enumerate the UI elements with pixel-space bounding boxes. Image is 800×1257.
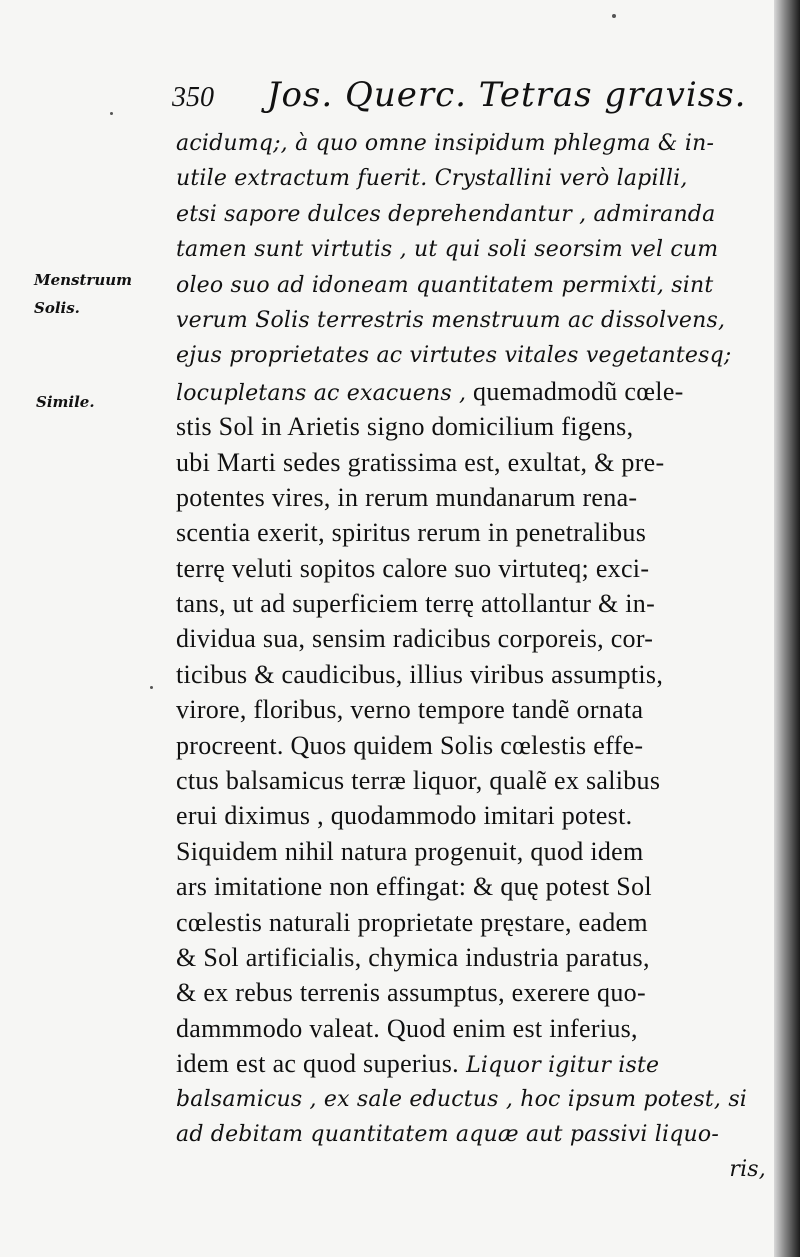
- roman-run: stis Sol in Arietis signo domicilium figens,: [176, 412, 634, 442]
- italic-run: oleo suo ad idoneam quantitatem permixti, sint: [176, 272, 714, 298]
- roman-run: quemadmodũ cœle-: [466, 376, 684, 406]
- roman-run: ctus balsamicus terræ liquor, qualẽ ex salibus: [176, 766, 661, 796]
- roman-run: Siquidem nihil natura progenuit, quod idem: [176, 836, 644, 866]
- italic-run: acidumq;, à quo omne insipidum phlegma & in-: [176, 131, 715, 156]
- text-line: [176, 1011, 766, 1046]
- roman-run: virore, floribus, verno tempore tandẽ ornata: [176, 695, 644, 725]
- roman-run: dividua sua, sensim radicibus corporeis, cor-: [176, 624, 654, 654]
- text-line: [176, 303, 766, 338]
- roman-run: idem est ac quod superius.: [176, 1049, 459, 1079]
- text-line: [176, 480, 766, 515]
- text-line: [176, 621, 766, 656]
- text-line: [176, 1046, 766, 1081]
- book-spine-shadow: [774, 0, 800, 1257]
- text-line: [176, 551, 766, 586]
- text-line: [176, 232, 766, 267]
- text-line: [176, 409, 766, 444]
- roman-run: ars imitatione non effingat: & quę potest Sol: [176, 872, 652, 902]
- text-line: [176, 586, 766, 621]
- roman-run: potentes vires, in rerum mundanarum rena-: [176, 482, 638, 512]
- ink-speck: [110, 112, 113, 115]
- text-line: [176, 338, 766, 373]
- roman-run: terrę veluti sopitos calore suo virtuteq; exci-: [176, 553, 650, 583]
- text-line: [176, 869, 766, 904]
- roman-run: dammmodo valeat. Quod enim est inferius,: [176, 1013, 638, 1043]
- margin-note: Menstruum: [34, 271, 133, 289]
- italic-run: ad debitam quantitatem aquæ aut passivi liquo-: [176, 1121, 719, 1147]
- italic-run: balsamicus , ex sale eductus , hoc ipsum potest, si: [176, 1086, 748, 1112]
- ink-speck: [612, 14, 616, 18]
- text-line: [176, 161, 766, 196]
- roman-run: ubi Marti sedes gratissima est, exultat, & pre-: [176, 447, 665, 477]
- text-line: [176, 798, 766, 833]
- roman-run: scentia exerit, spiritus rerum in penetralibus: [176, 518, 647, 548]
- body-text: [176, 126, 766, 1188]
- roman-run: procreent. Quos quidem Solis cœlestis effe-: [176, 730, 644, 760]
- text-line: [176, 940, 766, 975]
- ink-speck: [150, 686, 153, 689]
- text-line: [176, 905, 766, 940]
- text-line: [176, 1117, 766, 1152]
- text-line: [176, 728, 766, 763]
- margin-note: Simile.: [36, 393, 95, 411]
- margin-note: Solis.: [34, 299, 80, 317]
- text-line: [176, 1082, 766, 1117]
- italic-run: locupletans ac exacuens ,: [176, 380, 467, 406]
- text-line: [176, 1152, 766, 1187]
- text-line: [176, 126, 766, 161]
- roman-run: ticibus & caudicibus, illius viribus assumptis,: [176, 659, 664, 689]
- italic-run: verum Solis terrestris menstruum ac dissolvens,: [176, 307, 726, 333]
- text-line: [176, 268, 766, 303]
- text-line: [176, 515, 766, 550]
- roman-run: tans, ut ad superficiem terrę attollantur & in-: [176, 589, 656, 619]
- roman-run: & Sol artificialis, chymica industria paratus,: [176, 942, 650, 972]
- text-line: [176, 657, 766, 692]
- roman-run: erui diximus , quodammodo imitari potest.: [176, 801, 633, 831]
- text-line: [176, 374, 766, 409]
- italic-run: Liquor igitur iste: [458, 1053, 660, 1079]
- italic-run: ris,: [729, 1157, 766, 1183]
- italic-run: tamen sunt virtutis , ut qui soli seorsim vel cum: [176, 237, 719, 263]
- text-line: [176, 692, 766, 727]
- italic-run: ejus proprietates ac virtutes vitales vegetantesq;: [176, 343, 732, 369]
- page-header: [172, 70, 752, 120]
- text-line: [176, 975, 766, 1010]
- roman-run: cœlestis naturali proprietate pręstare, eadem: [176, 907, 648, 937]
- text-line: [176, 445, 766, 480]
- italic-run: etsi sapore dulces deprehendantur , admiranda: [176, 201, 716, 227]
- running-title: Jos. Querc. Tetras graviss.: [266, 75, 747, 115]
- text-line: [176, 763, 766, 798]
- text-line: [176, 834, 766, 869]
- roman-run: & ex rebus terrenis assumptus, exerere quo-: [176, 978, 646, 1008]
- text-line: [176, 197, 766, 232]
- italic-run: utile extractum fuerit. Crystallini verò lapilli,: [176, 166, 688, 192]
- page-number: 350: [172, 82, 214, 113]
